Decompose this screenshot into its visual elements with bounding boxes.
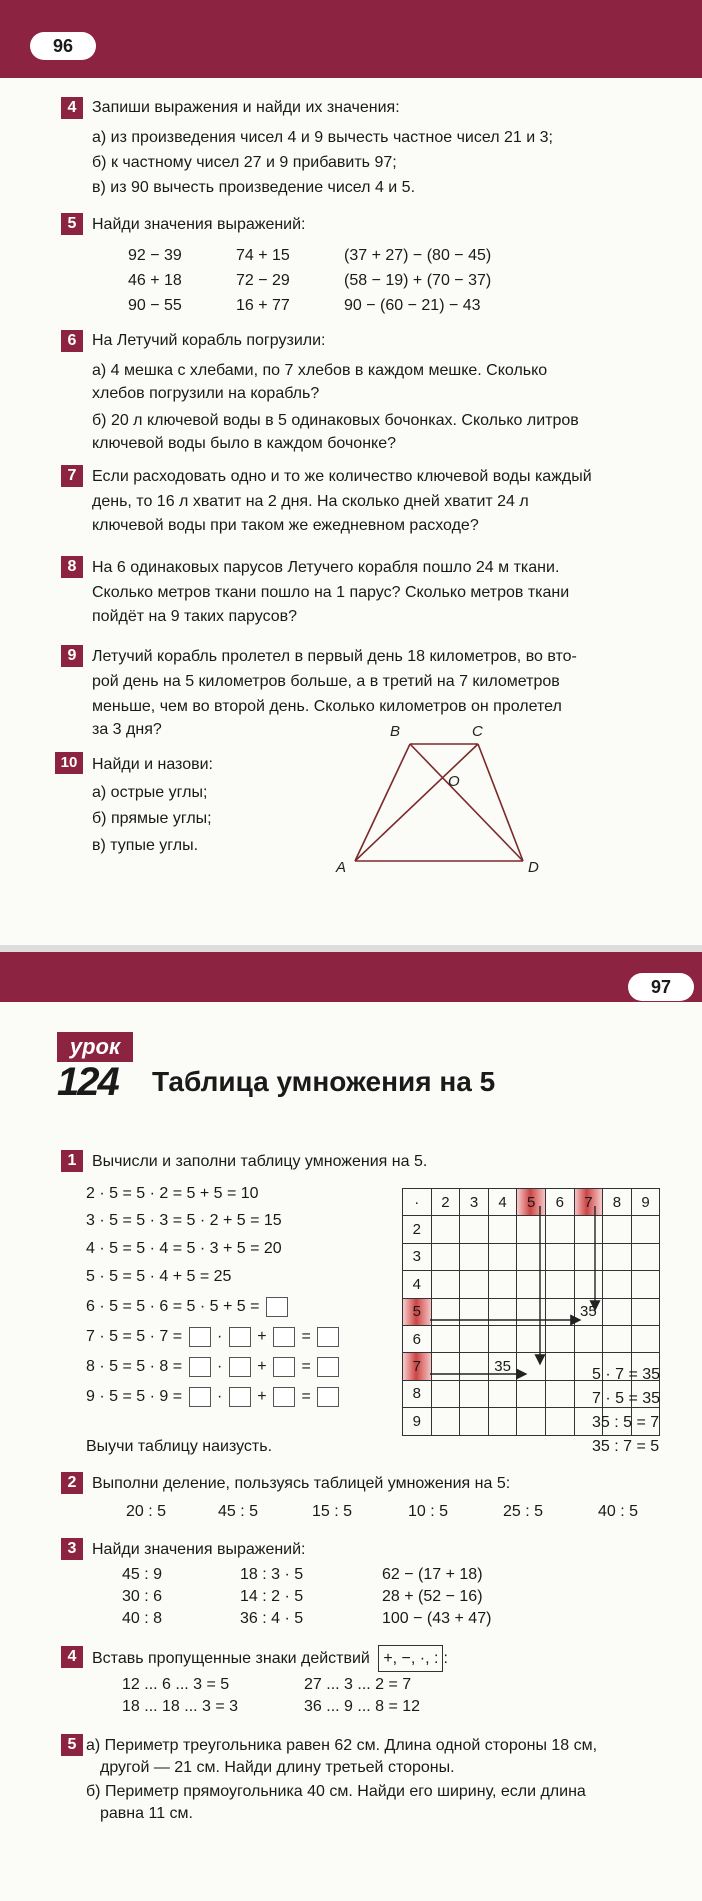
missing-signs-item: 36 ... 9 ... 8 = 12 bbox=[304, 1698, 421, 1715]
expression: 18 : 3 · 5 bbox=[240, 1566, 304, 1583]
answer-box[interactable] bbox=[273, 1357, 295, 1377]
multiplication-row bbox=[86, 1357, 341, 1377]
expression: 40 : 8 bbox=[122, 1610, 163, 1627]
fact-line: 7 · 5 = 35 bbox=[592, 1390, 661, 1407]
division-item: 10 : 5 bbox=[408, 1503, 449, 1520]
vertex-b-label: B bbox=[390, 723, 401, 740]
task-4-label: Вставь пропущенные знаки действий bbox=[92, 1650, 370, 1667]
table-cell-7x5: 35 bbox=[488, 1353, 517, 1380]
page-gap bbox=[0, 945, 702, 952]
multiplication-row: 3 · 5 = 5 · 3 = 5 · 2 + 5 = 15 bbox=[86, 1212, 282, 1229]
division-item: 40 : 5 bbox=[598, 1503, 639, 1520]
answer-box[interactable] bbox=[189, 1387, 211, 1407]
answer-box[interactable] bbox=[189, 1327, 211, 1347]
plus-sign: + bbox=[257, 1328, 267, 1346]
expression: 74 + 15 bbox=[236, 247, 290, 264]
operation-signs-box: +, −, ·, : bbox=[378, 1645, 443, 1672]
task-9-line: Летучий корабль пролетел в первый день 18 километров, во вто- bbox=[92, 648, 577, 665]
row-text: 8 · 5 = 5 · 8 = bbox=[86, 1358, 183, 1376]
task-6-line: На Летучий корабль погрузили: bbox=[92, 332, 326, 349]
task-number: 6 bbox=[61, 330, 83, 352]
table-header-cell: 9 bbox=[631, 1189, 660, 1216]
equals-sign: = bbox=[301, 1328, 311, 1346]
times-sign: · bbox=[216, 1328, 223, 1346]
expression: 90 − (60 − 21) − 43 bbox=[344, 297, 481, 314]
task-2-text: Выполни деление, пользуясь таблицей умножения на 5: bbox=[92, 1475, 511, 1492]
vertex-c-label: C bbox=[472, 723, 483, 740]
task-number: 2 bbox=[61, 1472, 83, 1494]
table-row-label: 8 bbox=[403, 1380, 432, 1407]
expression: 100 − (43 + 47) bbox=[382, 1610, 492, 1627]
multiplication-row bbox=[86, 1387, 341, 1407]
equals-sign: = bbox=[301, 1388, 311, 1406]
plus-sign: + bbox=[257, 1388, 267, 1406]
expression: 45 : 9 bbox=[122, 1566, 163, 1583]
task-5-line: равна 11 см. bbox=[100, 1805, 193, 1822]
task-4-line: Запиши выражения и найди их значения: bbox=[92, 99, 400, 116]
missing-signs-item: 18 ... 18 ... 3 = 3 bbox=[122, 1698, 239, 1715]
missing-signs-item: 27 ... 3 ... 2 = 7 bbox=[304, 1676, 412, 1693]
task-4-line: в) из 90 вычесть произведение чисел 4 и 5. bbox=[92, 179, 416, 196]
expression: 72 − 29 bbox=[236, 272, 290, 289]
task-number: 7 bbox=[61, 465, 83, 487]
page-header-band bbox=[0, 0, 702, 78]
missing-signs-item: 12 ... 6 ... 3 = 5 bbox=[122, 1676, 230, 1693]
answer-box[interactable] bbox=[266, 1297, 288, 1317]
table-row-label: 9 bbox=[403, 1408, 432, 1435]
task-9-line: рой день на 5 километров больше, а в третий на 7 километров bbox=[92, 673, 560, 690]
multiplication-row: 5 · 5 = 5 · 4 + 5 = 25 bbox=[86, 1268, 232, 1285]
division-item: 25 : 5 bbox=[503, 1503, 544, 1520]
expression: (58 − 19) + (70 − 37) bbox=[344, 272, 492, 289]
lesson-label: урок bbox=[57, 1032, 133, 1062]
side-ab bbox=[355, 744, 410, 861]
table-header-cell: 3 bbox=[460, 1189, 489, 1216]
side-cd bbox=[478, 744, 523, 861]
table-row-label: 5 bbox=[403, 1298, 432, 1325]
task-10-line: б) прямые углы; bbox=[92, 810, 212, 827]
task-6-line: б) 20 л ключевой воды в 5 одинаковых бочонках. Сколько литров bbox=[92, 412, 579, 429]
row-text: 6 · 5 = 5 · 6 = 5 · 5 + 5 = bbox=[86, 1298, 260, 1316]
page-header-band bbox=[0, 952, 702, 1002]
division-item: 20 : 5 bbox=[126, 1503, 167, 1520]
answer-box[interactable] bbox=[229, 1387, 251, 1407]
lesson-title: Таблица умножения на 5 bbox=[152, 1066, 496, 1097]
division-item: 45 : 5 bbox=[218, 1503, 259, 1520]
expression: 30 : 6 bbox=[122, 1588, 163, 1605]
table-row-label: 6 bbox=[403, 1325, 432, 1352]
equals-sign: = bbox=[301, 1358, 311, 1376]
vertex-d-label: D bbox=[528, 859, 539, 876]
answer-box[interactable] bbox=[273, 1387, 295, 1407]
expression: (37 + 27) − (80 − 45) bbox=[344, 247, 492, 264]
task-9-line: за 3 дня? bbox=[92, 721, 162, 738]
expression: 14 : 2 · 5 bbox=[240, 1588, 304, 1605]
task-6-line: хлебов погрузили на корабль? bbox=[92, 385, 320, 402]
task-7-line: Если расходовать одно и то же количество ключевой воды каждый bbox=[92, 468, 592, 485]
expression: 28 + (52 − 16) bbox=[382, 1588, 483, 1605]
task-10-line: Найди и назови: bbox=[92, 756, 213, 773]
table-header-cell: 5 bbox=[517, 1189, 546, 1216]
task-8-line: На 6 одинаковых парусов Летучего корабля пошло 24 м ткани. bbox=[92, 559, 560, 576]
times-sign: · bbox=[216, 1358, 223, 1376]
answer-box[interactable] bbox=[229, 1327, 251, 1347]
task-number: 4 bbox=[61, 97, 83, 119]
table-row-label: 7 bbox=[403, 1353, 432, 1380]
task-7-line: день, то 16 л хватит на 2 дня. На сколько дней хватит 24 л bbox=[92, 493, 529, 510]
task-10-line: а) острые углы; bbox=[92, 784, 208, 801]
task-number: 5 bbox=[61, 1734, 83, 1756]
table-header-cell: 6 bbox=[545, 1189, 574, 1216]
table-header-cell: 8 bbox=[603, 1189, 632, 1216]
task-6-line: а) 4 мешка с хлебами, по 7 хлебов в каждом мешке. Сколько bbox=[92, 362, 548, 379]
fact-line: 5 · 7 = 35 bbox=[592, 1366, 661, 1383]
diagonal-ac bbox=[355, 744, 478, 861]
point-o-label: O bbox=[448, 773, 460, 790]
multiplication-row bbox=[86, 1327, 341, 1347]
table-header-cell: · bbox=[403, 1189, 432, 1216]
times-sign: · bbox=[216, 1388, 223, 1406]
task-number: 1 bbox=[61, 1150, 83, 1172]
fact-line: 35 : 5 = 7 bbox=[592, 1414, 660, 1431]
multiplication-row bbox=[86, 1297, 290, 1317]
table-row-label: 2 bbox=[403, 1216, 432, 1243]
answer-box[interactable] bbox=[229, 1357, 251, 1377]
trapezoid-figure bbox=[330, 720, 560, 880]
page-number: 97 bbox=[628, 973, 694, 1001]
answer-box[interactable] bbox=[317, 1327, 339, 1347]
fact-line: 35 : 7 = 5 bbox=[592, 1438, 660, 1455]
expression: 36 : 4 · 5 bbox=[240, 1610, 304, 1627]
expression: 62 − (17 + 18) bbox=[382, 1566, 483, 1583]
task-4-line: б) к частному чисел 27 и 9 прибавить 97; bbox=[92, 154, 397, 171]
answer-box[interactable] bbox=[317, 1387, 339, 1407]
table-header-cell: 2 bbox=[431, 1189, 460, 1216]
page-number: 96 bbox=[30, 32, 96, 60]
task-number: 5 bbox=[61, 213, 83, 235]
expression: 90 − 55 bbox=[128, 297, 182, 314]
diagonal-bd bbox=[410, 744, 523, 861]
task-number: 9 bbox=[61, 645, 83, 667]
learn-note: Выучи таблицу наизусть. bbox=[86, 1438, 273, 1455]
task-number: 4 bbox=[61, 1646, 83, 1668]
table-cell-5x7: 35 bbox=[574, 1298, 603, 1325]
task-4-text bbox=[92, 1645, 448, 1672]
division-item: 15 : 5 bbox=[312, 1503, 353, 1520]
plus-sign: + bbox=[257, 1358, 267, 1376]
expression: 16 + 77 bbox=[236, 297, 290, 314]
task-number: 10 bbox=[55, 752, 83, 774]
answer-box[interactable] bbox=[273, 1327, 295, 1347]
task-4-line: а) из произведения чисел 4 и 9 вычесть частное чисел 21 и 3; bbox=[92, 129, 553, 146]
task-5-line: другой — 21 см. Найди длину третьей стороны. bbox=[100, 1759, 455, 1776]
task-3-text: Найди значения выражений: bbox=[92, 1541, 306, 1558]
row-text: 7 · 5 = 5 · 7 = bbox=[86, 1328, 183, 1346]
multiplication-row: 4 · 5 = 5 · 4 = 5 · 3 + 5 = 20 bbox=[86, 1240, 282, 1257]
row-text: 9 · 5 = 5 · 9 = bbox=[86, 1388, 183, 1406]
table-row-label: 3 bbox=[403, 1243, 432, 1270]
task-9-line: меньше, чем во второй день. Сколько километров он пролетел bbox=[92, 698, 562, 715]
task-6-line: ключевой воды было в каждом бочонке? bbox=[92, 435, 397, 452]
expression: 46 + 18 bbox=[128, 272, 182, 289]
answer-box[interactable] bbox=[189, 1357, 211, 1377]
task-number: 3 bbox=[61, 1538, 83, 1560]
table-row-label: 4 bbox=[403, 1271, 432, 1298]
table-header-cell: 7 bbox=[574, 1189, 603, 1216]
task-1-text: Вычисли и заполни таблицу умножения на 5. bbox=[92, 1153, 428, 1170]
task-5-line: а) Периметр треугольника равен 62 см. Длина одной стороны 18 см, bbox=[86, 1737, 598, 1754]
multiplication-row: 2 · 5 = 5 · 2 = 5 + 5 = 10 bbox=[86, 1185, 259, 1202]
lesson-number: 124 bbox=[57, 1060, 118, 1104]
task-number: 8 bbox=[61, 556, 83, 578]
answer-box[interactable] bbox=[317, 1357, 339, 1377]
expression: 92 − 39 bbox=[128, 247, 182, 264]
task-10-line: в) тупые углы. bbox=[92, 837, 199, 854]
table-header-cell: 4 bbox=[488, 1189, 517, 1216]
task-8-line: Сколько метров ткани пошло на 1 парус? Сколько метров ткани bbox=[92, 584, 570, 601]
task-5-line: Найди значения выражений: bbox=[92, 216, 306, 233]
task-8-line: пойдёт на 9 таких парусов? bbox=[92, 608, 298, 625]
vertex-a-label: A bbox=[336, 859, 347, 876]
task-7-line: ключевой воды при таком же ежедневном расходе? bbox=[92, 517, 479, 534]
task-5-line: б) Периметр прямоугольника 40 см. Найди его ширину, если длина bbox=[86, 1783, 586, 1800]
task-4-colon: : bbox=[443, 1650, 448, 1667]
